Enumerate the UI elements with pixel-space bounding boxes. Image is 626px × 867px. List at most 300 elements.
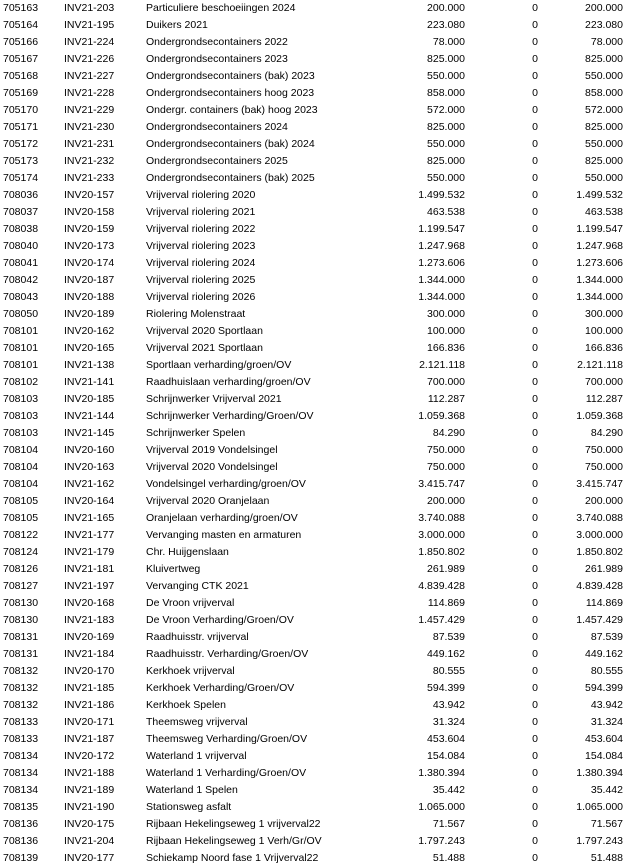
description-cell: Particuliere beschoeiingen 2024 [146,2,296,14]
description-cell: Schiekamp Noord fase 1 Vrijverval22 [146,852,319,864]
investment-code-cell: INV20-185 [64,393,115,405]
table-row [0,493,626,510]
amount-cell: 114.869 [427,597,465,609]
investment-code-cell: INV21-184 [64,648,115,660]
mutation-cell: 0 [532,393,538,405]
amount-cell: 31.324 [432,716,465,728]
cost-center-cell: 708104 [3,444,39,456]
investment-code-cell: INV21-230 [64,121,115,133]
balance-cell: 200.000 [585,495,623,507]
table-row [0,748,626,765]
amount-cell: 80.555 [432,665,465,677]
description-cell: Theemsweg vrijverval [146,716,248,728]
cost-center-cell: 705168 [3,70,39,82]
amount-cell: 1.344.000 [418,274,465,286]
amount-cell: 449.162 [427,648,465,660]
mutation-cell: 0 [532,444,538,456]
description-cell: Kerkhoek vrijverval [146,665,235,677]
investment-code-cell: INV20-169 [64,631,115,643]
cost-center-cell: 708134 [3,767,39,779]
cost-center-cell: 708105 [3,495,39,507]
mutation-cell: 0 [532,784,538,796]
table-row [0,187,626,204]
mutation-cell: 0 [532,325,538,337]
mutation-cell: 0 [532,206,538,218]
description-cell: Oranjelaan verharding/groen/OV [146,512,298,524]
investment-code-cell: INV20-173 [64,240,115,252]
description-cell: Ondergrondsecontainers 2022 [146,36,288,48]
cost-center-cell: 708105 [3,512,39,524]
mutation-cell: 0 [532,563,538,575]
table-row [0,799,626,816]
cost-center-cell: 708122 [3,529,39,541]
cost-center-cell: 705173 [3,155,39,167]
table-row [0,374,626,391]
mutation-cell: 0 [532,53,538,65]
description-cell: Vrijverval riolering 2021 [146,206,256,218]
balance-cell: 750.000 [585,444,623,456]
investment-code-cell: INV20-187 [64,274,115,286]
cost-center-cell: 705174 [3,172,39,184]
amount-cell: 1.797.243 [418,835,465,847]
investment-code-cell: INV21-162 [64,478,115,490]
cost-center-cell: 708131 [3,631,39,643]
balance-cell: 114.869 [585,597,623,609]
amount-cell: 200.000 [427,2,465,14]
description-cell: Rijbaan Hekelingseweg 1 Verh/Gr/OV [146,835,322,847]
description-cell: Waterland 1 vrijverval [146,750,247,762]
cost-center-cell: 708042 [3,274,39,286]
mutation-cell: 0 [532,70,538,82]
balance-cell: 1.850.802 [576,546,623,558]
investment-code-cell: INV21-197 [64,580,115,592]
mutation-cell: 0 [532,87,538,99]
amount-cell: 43.942 [432,699,465,711]
cost-center-cell: 708133 [3,716,39,728]
description-cell: Waterland 1 Spelen [146,784,238,796]
investment-code-cell: INV20-163 [64,461,115,473]
cost-center-cell: 708134 [3,750,39,762]
mutation-cell: 0 [532,750,538,762]
investment-code-cell: INV21-138 [64,359,115,371]
description-cell: Kluivertweg [146,563,201,575]
table-row [0,816,626,833]
amount-cell: 223.080 [427,19,465,31]
mutation-cell: 0 [532,155,538,167]
mutation-cell: 0 [532,665,538,677]
balance-cell: 112.287 [585,393,623,405]
balance-cell: 71.567 [590,818,623,830]
investment-code-cell: INV20-189 [64,308,115,320]
description-cell: Ondergrondsecontainers (bak) 2025 [146,172,315,184]
cost-center-cell: 708139 [3,852,39,864]
investment-code-cell: INV20-172 [64,750,115,762]
investment-code-cell: INV21-233 [64,172,115,184]
mutation-cell: 0 [532,835,538,847]
amount-cell: 3.000.000 [418,529,465,541]
balance-cell: 858.000 [585,87,623,99]
table-row [0,34,626,51]
description-cell: Sportlaan verharding/groen/OV [146,359,292,371]
amount-cell: 572.000 [427,104,465,116]
description-cell: Vrijverval riolering 2025 [146,274,256,286]
investment-code-cell: INV21-183 [64,614,115,626]
investment-code-cell: INV21-186 [64,699,115,711]
balance-cell: 1.273.606 [576,257,623,269]
description-cell: Vervanging masten en armaturen [146,529,302,541]
investment-code-cell: INV20-164 [64,495,115,507]
investment-code-cell: INV20-175 [64,818,115,830]
amount-cell: 550.000 [427,70,465,82]
amount-cell: 100.000 [427,325,465,337]
balance-cell: 80.555 [590,665,623,677]
cost-center-cell: 708043 [3,291,39,303]
cost-center-cell: 705164 [3,19,39,31]
amount-cell: 825.000 [427,155,465,167]
cost-center-cell: 708136 [3,835,39,847]
balance-cell: 453.604 [585,733,623,745]
mutation-cell: 0 [532,648,538,660]
table-row [0,442,626,459]
mutation-cell: 0 [532,427,538,439]
investment-code-cell: INV20-188 [64,291,115,303]
balance-cell: 43.942 [590,699,623,711]
balance-cell: 825.000 [585,53,623,65]
amount-cell: 51.488 [432,852,465,864]
amount-cell: 1.850.802 [418,546,465,558]
mutation-cell: 0 [532,2,538,14]
table-row [0,255,626,272]
balance-cell: 550.000 [585,172,623,184]
amount-cell: 261.989 [427,563,465,575]
description-cell: De Vroon vrijverval [146,597,235,609]
cost-center-cell: 708101 [3,342,39,354]
investment-code-cell: INV20-170 [64,665,115,677]
mutation-cell: 0 [532,240,538,252]
description-cell: Duikers 2021 [146,19,208,31]
amount-cell: 858.000 [427,87,465,99]
cost-center-cell: 708131 [3,648,39,660]
description-cell: Vrijverval riolering 2023 [146,240,256,252]
mutation-cell: 0 [532,410,538,422]
investment-code-cell: INV21-204 [64,835,115,847]
description-cell: Chr. Huijgenslaan [146,546,229,558]
description-cell: Vrijverval 2020 Oranjelaan [146,495,270,507]
cost-center-cell: 708134 [3,784,39,796]
table-row [0,85,626,102]
balance-cell: 166.836 [585,342,623,354]
investment-code-cell: INV20-162 [64,325,115,337]
cost-center-cell: 708101 [3,325,39,337]
amount-cell: 1.059.368 [418,410,465,422]
amount-cell: 550.000 [427,172,465,184]
cost-center-cell: 705167 [3,53,39,65]
cost-center-cell: 708104 [3,478,39,490]
mutation-cell: 0 [532,478,538,490]
amount-cell: 1.380.394 [418,767,465,779]
investment-code-cell: INV21-188 [64,767,115,779]
mutation-cell: 0 [532,716,538,728]
balance-cell: 1.457.429 [576,614,623,626]
investment-code-cell: INV21-203 [64,2,115,14]
amount-cell: 1.457.429 [418,614,465,626]
amount-cell: 71.567 [432,818,465,830]
investment-code-cell: INV21-145 [64,427,115,439]
amount-cell: 112.287 [427,393,465,405]
balance-cell: 1.380.394 [576,767,623,779]
description-cell: Ondergrondsecontainers 2023 [146,53,288,65]
cost-center-cell: 708103 [3,393,39,405]
mutation-cell: 0 [532,36,538,48]
mutation-cell: 0 [532,818,538,830]
investment-code-cell: INV21-229 [64,104,115,116]
table-row [0,629,626,646]
table-row [0,391,626,408]
balance-cell: 261.989 [585,563,623,575]
balance-cell: 1.499.532 [576,189,623,201]
amount-cell: 3.740.088 [418,512,465,524]
description-cell: Rijbaan Hekelingseweg 1 vrijverval22 [146,818,321,830]
description-cell: Kerkhoek Verharding/Groen/OV [146,682,295,694]
table-row [0,578,626,595]
amount-cell: 700.000 [427,376,465,388]
description-cell: Vrijverval 2020 Sportlaan [146,325,263,337]
amount-cell: 825.000 [427,121,465,133]
investment-code-cell: INV20-159 [64,223,115,235]
mutation-cell: 0 [532,104,538,116]
mutation-cell: 0 [532,19,538,31]
description-cell: Vrijverval riolering 2022 [146,223,256,235]
description-cell: Ondergr. containers (bak) hoog 2023 [146,104,318,116]
balance-cell: 594.399 [585,682,623,694]
balance-cell: 31.324 [590,716,623,728]
balance-cell: 550.000 [585,138,623,150]
amount-cell: 1.065.000 [418,801,465,813]
description-cell: Vrijverval 2019 Vondelsingel [146,444,278,456]
mutation-cell: 0 [532,342,538,354]
balance-cell: 154.084 [585,750,623,762]
amount-cell: 166.836 [427,342,465,354]
description-cell: Theemsweg Verharding/Groen/OV [146,733,308,745]
amount-cell: 154.084 [427,750,465,762]
investment-code-cell: INV21-141 [64,376,115,388]
description-cell: Vrijverval riolering 2024 [146,257,256,269]
investment-code-cell: INV21-226 [64,53,115,65]
mutation-cell: 0 [532,529,538,541]
investment-code-cell: INV21-187 [64,733,115,745]
description-cell: Raadhuisstr. Verharding/Groen/OV [146,648,309,660]
balance-cell: 463.538 [585,206,623,218]
cost-center-cell: 705170 [3,104,39,116]
investment-code-cell: INV21-227 [64,70,115,82]
mutation-cell: 0 [532,257,538,269]
table-row [0,340,626,357]
investment-code-cell: INV20-158 [64,206,115,218]
balance-cell: 84.290 [590,427,623,439]
table-row [0,119,626,136]
balance-cell: 223.080 [585,19,623,31]
amount-cell: 825.000 [427,53,465,65]
description-cell: Schrijnwerker Vrijverval 2021 [146,393,282,405]
table-row [0,833,626,850]
amount-cell: 594.399 [427,682,465,694]
amount-cell: 200.000 [427,495,465,507]
table-row [0,323,626,340]
investment-code-cell: INV21-179 [64,546,115,558]
balance-cell: 825.000 [585,155,623,167]
mutation-cell: 0 [532,291,538,303]
amount-cell: 300.000 [427,308,465,320]
table-row [0,306,626,323]
balance-cell: 572.000 [585,104,623,116]
investment-code-cell: INV21-224 [64,36,115,48]
cost-center-cell: 708103 [3,410,39,422]
investment-code-cell: INV20-171 [64,716,115,728]
table-row [0,731,626,748]
investment-code-cell: INV21-195 [64,19,115,31]
description-cell: Riolering Molenstraat [146,308,246,320]
amount-cell: 1.273.606 [418,257,465,269]
description-cell: Raadhuislaan verharding/groen/OV [146,376,311,388]
cost-center-cell: 708038 [3,223,39,235]
description-cell: Vrijverval 2020 Vondelsingel [146,461,278,473]
table-row [0,476,626,493]
mutation-cell: 0 [532,767,538,779]
cost-center-cell: 708101 [3,359,39,371]
amount-cell: 35.442 [432,784,465,796]
cost-center-cell: 708133 [3,733,39,745]
balance-cell: 87.539 [590,631,623,643]
balance-cell: 3.000.000 [576,529,623,541]
mutation-cell: 0 [532,733,538,745]
mutation-cell: 0 [532,274,538,286]
cost-center-cell: 708130 [3,614,39,626]
investment-code-cell: INV21-185 [64,682,115,694]
amount-cell: 84.290 [432,427,465,439]
balance-cell: 200.000 [585,2,623,14]
cost-center-cell: 708050 [3,308,39,320]
table-row [0,51,626,68]
investment-code-cell: INV20-174 [64,257,115,269]
balance-cell: 4.839.428 [576,580,623,592]
description-cell: Stationsweg asfalt [146,801,232,813]
cost-center-cell: 708104 [3,461,39,473]
table-row [0,527,626,544]
mutation-cell: 0 [532,461,538,473]
mutation-cell: 0 [532,495,538,507]
mutation-cell: 0 [532,597,538,609]
cost-center-cell: 705172 [3,138,39,150]
mutation-cell: 0 [532,682,538,694]
mutation-cell: 0 [532,308,538,320]
description-cell: Vrijverval riolering 2020 [146,189,256,201]
cost-center-cell: 708130 [3,597,39,609]
balance-cell: 2.121.118 [577,359,623,371]
table-row [0,170,626,187]
table-row [0,595,626,612]
mutation-cell: 0 [532,801,538,813]
table-row [0,663,626,680]
cost-center-cell: 705163 [3,2,39,14]
investment-code-cell: INV21-228 [64,87,115,99]
table-row [0,850,626,867]
table-row [0,561,626,578]
table-row [0,136,626,153]
amount-cell: 4.839.428 [418,580,465,592]
table-row [0,612,626,629]
investment-code-cell: INV21-190 [64,801,115,813]
description-cell: Ondergrondsecontainers 2025 [146,155,288,167]
amount-cell: 2.121.118 [419,359,465,371]
investment-code-cell: INV21-165 [64,512,115,524]
cost-center-cell: 708037 [3,206,39,218]
balance-cell: 1.059.368 [576,410,623,422]
amount-cell: 1.247.968 [418,240,465,252]
balance-cell: 51.488 [590,852,623,864]
table-row [0,153,626,170]
balance-cell: 3.415.747 [576,478,623,490]
description-cell: Vervanging CTK 2021 [146,580,249,592]
description-cell: Ondergrondsecontainers 2024 [146,121,288,133]
mutation-cell: 0 [532,172,538,184]
mutation-cell: 0 [532,121,538,133]
table-row [0,17,626,34]
table-row [0,0,626,17]
investment-code-cell: INV21-231 [64,138,115,150]
table-row [0,459,626,476]
table-row [0,425,626,442]
investment-code-cell: INV20-168 [64,597,115,609]
cost-center-cell: 708132 [3,682,39,694]
balance-cell: 1.065.000 [576,801,623,813]
table-row [0,102,626,119]
description-cell: Schrijnwerker Spelen [146,427,246,439]
description-cell: Ondergrondsecontainers (bak) 2024 [146,138,315,150]
description-cell: Raadhuisstr. vrijverval [146,631,249,643]
balance-cell: 550.000 [585,70,623,82]
amount-cell: 3.415.747 [418,478,465,490]
mutation-cell: 0 [532,223,538,235]
cost-center-cell: 708103 [3,427,39,439]
mutation-cell: 0 [532,138,538,150]
mutation-cell: 0 [532,546,538,558]
table-row [0,289,626,306]
amount-cell: 453.604 [427,733,465,745]
cost-center-cell: 708041 [3,257,39,269]
investment-code-cell: INV20-157 [64,189,115,201]
investment-code-cell: INV21-232 [64,155,115,167]
balance-cell: 1.247.968 [576,240,623,252]
table-row [0,765,626,782]
table-row [0,68,626,85]
amount-cell: 463.538 [427,206,465,218]
balance-cell: 100.000 [585,325,623,337]
balance-cell: 825.000 [585,121,623,133]
balance-cell: 700.000 [585,376,623,388]
investment-code-cell: INV20-165 [64,342,115,354]
cost-center-cell: 708132 [3,665,39,677]
mutation-cell: 0 [532,699,538,711]
investment-code-cell: INV21-189 [64,784,115,796]
mutation-cell: 0 [532,376,538,388]
description-cell: Vondelsingel verharding/groen/OV [146,478,306,490]
mutation-cell: 0 [532,512,538,524]
amount-cell: 1.344.000 [418,291,465,303]
balance-cell: 35.442 [590,784,623,796]
cost-center-cell: 708127 [3,580,39,592]
amount-cell: 1.199.547 [418,223,465,235]
table-row [0,272,626,289]
